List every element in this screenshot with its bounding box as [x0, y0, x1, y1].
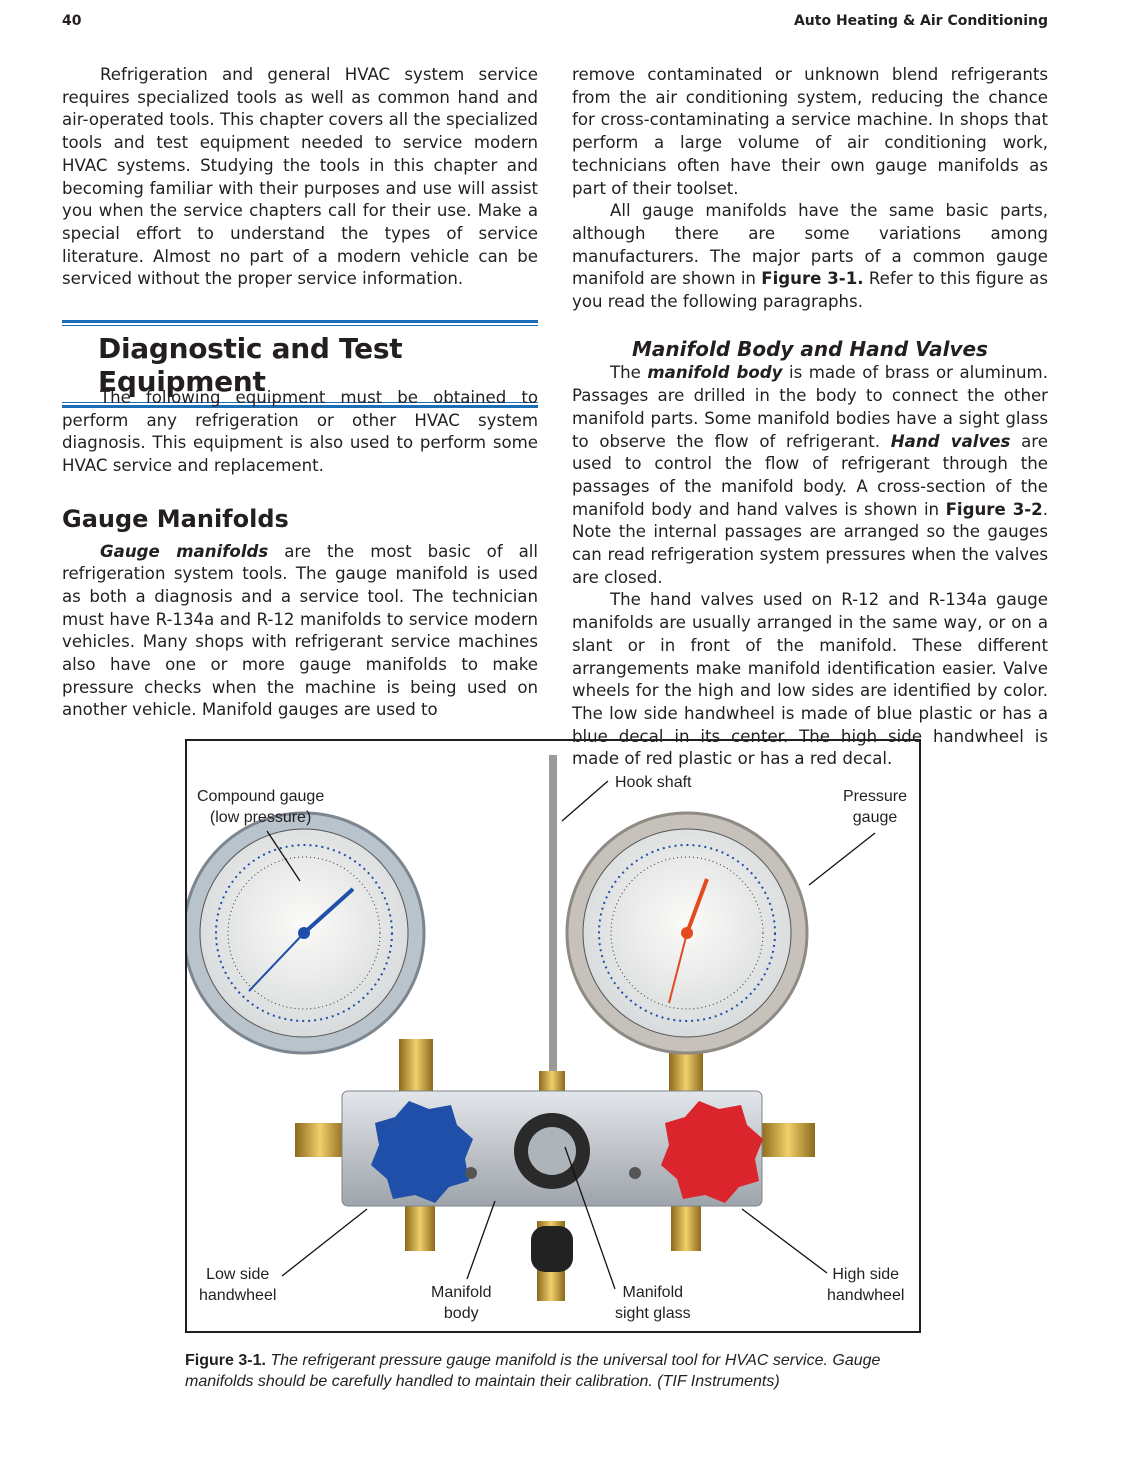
- t: . Note the internal passages are arranged so the gauges can read refrigeration system pressures when the valves are closed.: [572, 499, 1048, 587]
- hook-shaft: [549, 755, 557, 1075]
- t: Manifold: [431, 1284, 492, 1301]
- t: sight glass: [615, 1305, 691, 1322]
- gauge-manifold-illustration: [187, 741, 919, 1331]
- figure-caption: [185, 1350, 930, 1392]
- t: The: [610, 363, 648, 383]
- gm-text: are the most basic of all refrigeration system tools. The gauge manifold is used as both a diagnosis and a service tool. The technician must have R-134a and R-12 manifolds to service modern vehicles. Many shops with refrigerant service machines also have one or more gauge manifolds to make pressure checks when the machine is being used on another vehicle. Manifold gauges are used to: [62, 541, 538, 720]
- page-number: 40: [62, 13, 82, 29]
- figure-3-1: [185, 739, 921, 1333]
- running-title: Auto Heating & Air Conditioning: [793, 13, 1048, 29]
- left-column: [62, 64, 538, 291]
- label-hook-shaft: Hook shaft: [615, 774, 692, 791]
- right-column: [572, 64, 1048, 771]
- t: Refer to this figure as you read the following paragraphs.: [572, 269, 1048, 312]
- parts-paragraph: [572, 200, 1048, 314]
- t: Low side: [206, 1266, 270, 1283]
- t: High side: [832, 1266, 900, 1283]
- gauge-manifolds-paragraph: [62, 541, 538, 723]
- t: (low pressure): [209, 809, 312, 826]
- label-high-side-handwheel: [827, 1264, 904, 1306]
- term: manifold body: [647, 363, 783, 383]
- t: gauge: [852, 809, 898, 826]
- caption-text: The refrigerant pressure gauge manifold is the universal tool for HVAC service. Gauge manifolds should be carefully handled to maintain their calibration. (TIF Instruments): [185, 1352, 881, 1390]
- label-low-side-handwheel: [199, 1264, 276, 1306]
- subhead-gauge-manifolds: Gauge Manifolds: [62, 504, 289, 533]
- label-pressure-gauge: [843, 786, 907, 828]
- label-manifold-body: [431, 1282, 491, 1324]
- figure-ref: Figure 3-2: [945, 499, 1043, 519]
- continued-paragraph: remove contaminated or unknown blend refrigerants from the air conditioning system, reducing the chance for cross-contaminating a service machine. In shops that perform a large volume of air conditioning work, technicians often have their own gauge manifolds as part of their toolset.: [572, 65, 1048, 198]
- subhead-manifold-body: Manifold Body and Hand Valves: [632, 336, 988, 361]
- low-gauge-fitting: [399, 1039, 433, 1095]
- intro-paragraph: Refrigeration and general HVAC system service requires specialized tools as well as common hand and air-operated tools. This chapter covers all the specialized tools and test equipment needed to service modern HVAC systems. Studying the tools in this chapter and becoming familiar with their purposes and use will assist you when the service chapters call for their use. Make a special effort to understand the types of service literature. Almost no part of a modern vehicle can be serviced without the proper service information.: [62, 65, 538, 289]
- t: Compound gauge: [197, 788, 325, 805]
- section-paragraph: The following equipment must be obtained to perform any refrigeration or other HVAC system diagnosis. This equipment is also used to perform some HVAC service and replacement.: [62, 388, 538, 476]
- t: All gauge manifolds have the same basic parts, although there are some variations among manufacturers. The major parts of a common gauge manifold are shown in: [572, 201, 1048, 289]
- hand-valves-paragraph: The hand valves used on R-12 and R-134a gauge manifolds are usually arranged in the same way, or on a slant or in front of the manifold. These different arrangements make manifold identification easier. Valve wheels for the high and low sides are identified by color. The low side handwheel is made of blue plastic or has a blue decal in its center. The high side handwheel is made of red plastic or has a red decal.: [572, 590, 1048, 769]
- section-title: Diagnostic and Test Equipment: [98, 332, 403, 398]
- t: are used to control the flow of refrigerant through the passages of the manifold body. A cross-section of the manifold body and hand valves is shown in: [572, 431, 1048, 519]
- manifold-body-paragraph: [572, 362, 1048, 589]
- t: body: [443, 1305, 479, 1322]
- term-gauge-manifolds: Gauge manifolds: [100, 541, 269, 561]
- label-sight-glass: [615, 1282, 691, 1324]
- left-column-2: [62, 387, 538, 722]
- term: Hand valves: [890, 431, 1011, 451]
- label-compound-gauge: [197, 786, 324, 828]
- t: handwheel: [199, 1287, 277, 1304]
- t: handwheel: [827, 1287, 905, 1304]
- t: Pressure: [843, 788, 908, 805]
- t: is made of brass or aluminum. Passages are drilled in the body to connect the other manifold parts. Some manifold bodies have a sight glass to observe the flow of refrigerant.: [572, 363, 1048, 451]
- t: Manifold: [622, 1284, 684, 1301]
- figure-ref: Figure 3-1.: [761, 269, 864, 289]
- caption-label: Figure 3-1.: [185, 1352, 266, 1369]
